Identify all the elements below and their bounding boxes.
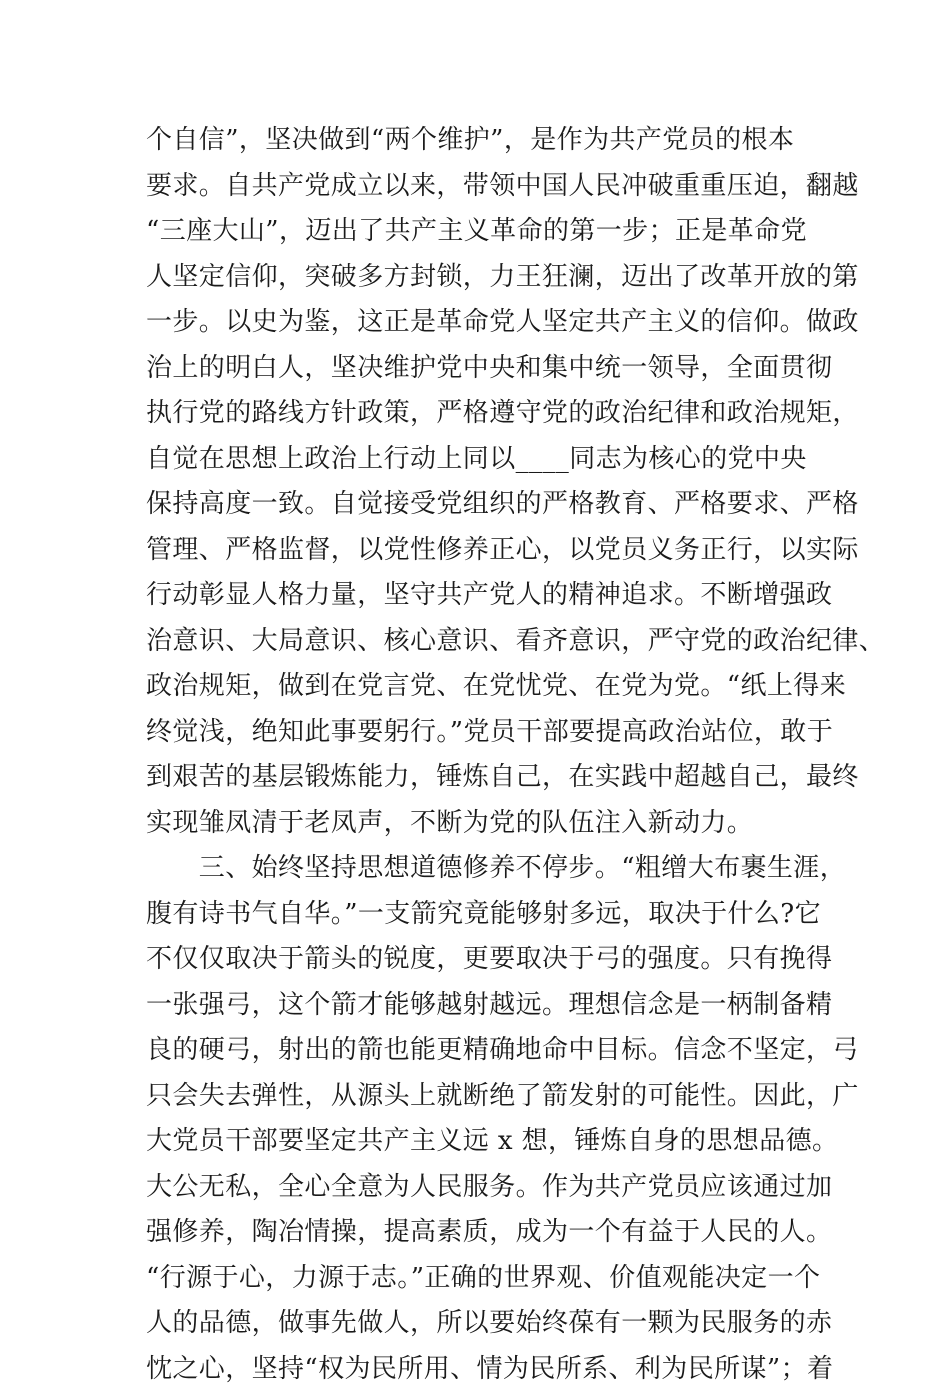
text-line: 终觉浅，绝知此事要躬行。”党员干部要提高政治站位，敢于 — [146, 710, 816, 756]
section-heading-line: 三、始终坚持思想道德修养不停步。“粗缯大布裹生涯， — [146, 846, 816, 892]
text-line: 管理、严格监督，以党性修养正心，以党员义务正行，以实际 — [146, 528, 816, 574]
text-line: 要求。自共产党成立以来，带领中国人民冲破重重压迫，翻越 — [146, 164, 816, 210]
text-line: 政治规矩，做到在党言党、在党忧党、在党为党。“纸上得来 — [146, 664, 816, 710]
text-line: 治上的明白人，坚决维护党中央和集中统一领导，全面贯彻 — [146, 346, 816, 392]
body-text — [146, 118, 816, 1392]
text-line: 执行党的路线方针政策，严格遵守党的政治纪律和政治规矩， — [146, 391, 816, 437]
text-line: 只会失去弹性，从源头上就断绝了箭发射的可能性。因此，广 — [146, 1074, 816, 1120]
text-line: 治意识、大局意识、核心意识、看齐意识，严守党的政治纪律、 — [146, 619, 816, 665]
text-line: 到艰苦的基层锻炼能力，锤炼自己，在实践中超越自己，最终 — [146, 755, 816, 801]
text-line: 忱之心，坚持“权为民所用、情为民所系、利为民所谋”；着 — [146, 1347, 816, 1392]
text-line: 一步。以史为鉴，这正是革命党人坚定共产主义的信仰。做政 — [146, 300, 816, 346]
text-line: 良的硬弓，射出的箭也能更精确地命中目标。信念不坚定，弓 — [146, 1028, 816, 1074]
text-line: 保持高度一致。自觉接受党组织的严格教育、严格要求、严格 — [146, 482, 816, 528]
text-line: 个自信”，坚决做到“两个维护”，是作为共产党员的根本 — [146, 118, 816, 164]
text-line: “行源于心，力源于志。”正确的世界观、价值观能决定一个 — [146, 1256, 816, 1302]
text-line: 人坚定信仰，突破多方封锁，力王狂澜，迈出了改革开放的第 — [146, 255, 816, 301]
text-line: 强修养，陶冶情操，提高素质，成为一个有益于人民的人。 — [146, 1210, 816, 1256]
text-line: 一张强弓，这个箭才能够越射越远。理想信念是一柄制备精 — [146, 983, 816, 1029]
text-line: 大公无私，全心全意为人民服务。作为共产党员应该通过加 — [146, 1165, 816, 1211]
text-line: 自觉在思想上政治上行动上同以____同志为核心的党中央 — [146, 437, 816, 483]
text-line: 不仅仅取决于箭头的锐度，更要取决于弓的强度。只有挽得 — [146, 937, 816, 983]
text-line: “三座大山”，迈出了共产主义革命的第一步；正是革命党 — [146, 209, 816, 255]
text-line: 人的品德，做事先做人，所以要始终葆有一颗为民服务的赤 — [146, 1301, 816, 1347]
text-line: 行动彰显人格力量，坚守共产党人的精神追求。不断增强政 — [146, 573, 816, 619]
text-line: 腹有诗书气自华。”一支箭究竟能够射多远，取决于什么?它 — [146, 892, 816, 938]
text-line: 实现雏凤清于老凤声，不断为党的队伍注入新动力。 — [146, 801, 816, 847]
text-line: 大党员干部要坚定共产主义远 x 想，锤炼自身的思想品德。 — [146, 1119, 816, 1165]
